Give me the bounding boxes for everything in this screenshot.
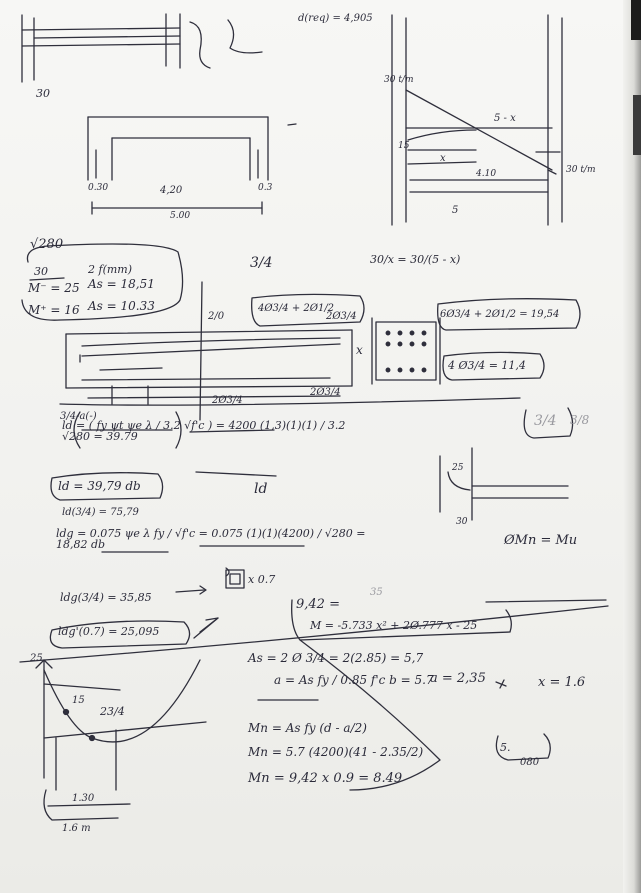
ldg-formula-lines — [102, 546, 304, 576]
note-d: 30 — [34, 265, 48, 278]
note-hook-left: 3/4-a(-) — [60, 411, 97, 422]
note-frac-side2: 3/8 — [570, 413, 590, 427]
note-ldg-formula: ldg = 0.075 ψe λ fy / √f'c = 0.075 (1)(1)(4200) / √280 = 18,82 db — [56, 527, 366, 551]
cross-section — [372, 318, 440, 384]
note-mn-def: Mn = As fy (d - a/2) — [248, 721, 367, 735]
note-diag-top: 30 t/m — [384, 75, 414, 85]
note-mn-val: Mn = 9,42 x 0.9 = 8.49 — [248, 771, 403, 786]
note-ld-req: ld(3/4) = 75,79 — [62, 507, 139, 518]
top-left-frame-sketch — [22, 14, 262, 82]
note-rebar-sum: 6Ø3/4 + 2Ø1/2 = 19,54 — [440, 309, 560, 320]
note-ldg-07: ldg'(0.7) = 25,095 — [58, 625, 160, 638]
note-as-pos: As = 10.33 — [88, 299, 155, 313]
graph-234: 23/4 — [100, 705, 125, 718]
note-ld-result: ld = 39,79 db — [58, 479, 141, 493]
note-as-eq: As = 2 Ø 3/4 = 2(2.85) = 5,7 — [248, 651, 424, 665]
note-a-eq: a = As fy / 0.85 f'c b = 5.7 — [274, 673, 434, 687]
graph-16: 1.6 m — [62, 823, 91, 834]
note-beam-total: 5.00 — [170, 211, 191, 221]
note-rebar-bot2: 2Ø3/4 — [310, 387, 341, 398]
note-area-4: 4 Ø3/4 = 11,4 — [448, 359, 526, 372]
note-val-35: 35 — [370, 587, 383, 598]
note-beam-left: 0.30 — [88, 183, 109, 193]
note-x-label: x — [356, 343, 363, 357]
note-sqrt-fc: √280 — [30, 237, 64, 252]
note-frac-side: 3/4 — [534, 413, 557, 429]
note-ld-label: ld — [254, 481, 268, 497]
note-a-val: a = 2,35 — [430, 671, 486, 686]
note-x-val: x = 1.6 — [538, 675, 586, 690]
note-bars: 2 f(mm) — [88, 263, 133, 276]
note-val-942: 9,42 = — [296, 597, 340, 612]
note-mn-sub: Mn = 5.7 (4200)(41 - 2.35/2) — [248, 745, 424, 759]
note-top-formula: d(req) = 4,905 — [298, 13, 373, 24]
note-m-neg: M⁻ = 25 — [28, 281, 80, 295]
note-diag-x: x — [440, 153, 446, 164]
note-hook-25: 25 — [452, 463, 464, 473]
moment-graph — [36, 660, 206, 820]
note-beam-right: 0.3 — [258, 183, 273, 193]
beam-elevation-sketch — [88, 117, 296, 214]
note-rebar-top: 4Ø3/4 + 2Ø1/2 — [258, 303, 335, 314]
note-diag-bottom: 5 — [452, 205, 459, 216]
note-diag-mid: 5 - x — [494, 113, 516, 124]
note-rebar-bot: 2Ø3/4 — [212, 395, 243, 406]
note-circ-5: 5. — [500, 741, 511, 754]
note-diag-right: 30 t/m — [566, 165, 596, 175]
note-as-neg: As = 18,51 — [88, 277, 155, 291]
note-top-left-d: 30 — [36, 87, 50, 100]
note-m-pos: M⁺ = 16 — [28, 303, 80, 317]
note-beam-mid: 4,20 — [160, 185, 183, 196]
note-ld-formula: ld = ( fy ψt ψe λ / 3.2 √f'c ) = 4200 (1,3)(1)(1) / 3.2 √280 = 39.79 — [62, 419, 346, 443]
graph-25: 25 — [30, 653, 43, 664]
hook-detail — [440, 448, 568, 520]
note-rebar-mid: 2/0 — [208, 311, 225, 322]
graph-130: 1.30 — [72, 793, 95, 804]
note-rebar-top2: 2Ø3/4 — [326, 311, 357, 322]
note-ldg-req: ldg(3/4) = 35,85 — [60, 591, 152, 604]
note-080: 080 — [520, 757, 540, 768]
note-hook-30: 30 — [456, 517, 468, 527]
note-diag-span: 4.10 — [476, 169, 497, 179]
note-similar-triangles: 30/x = 30/(5 - x) — [370, 253, 461, 266]
note-x07: x 0.7 — [248, 573, 276, 586]
note-phi-mn: ØMn = Mu — [504, 533, 578, 548]
shear-diagram — [392, 15, 562, 225]
note-ratio: 3/4 — [250, 255, 273, 271]
graph-15: 15 — [72, 695, 85, 706]
note-diag-15: 15 — [398, 141, 410, 151]
note-moment-eq: M = -5.733 x² + 2Ø.777 x - 25 — [310, 619, 478, 632]
